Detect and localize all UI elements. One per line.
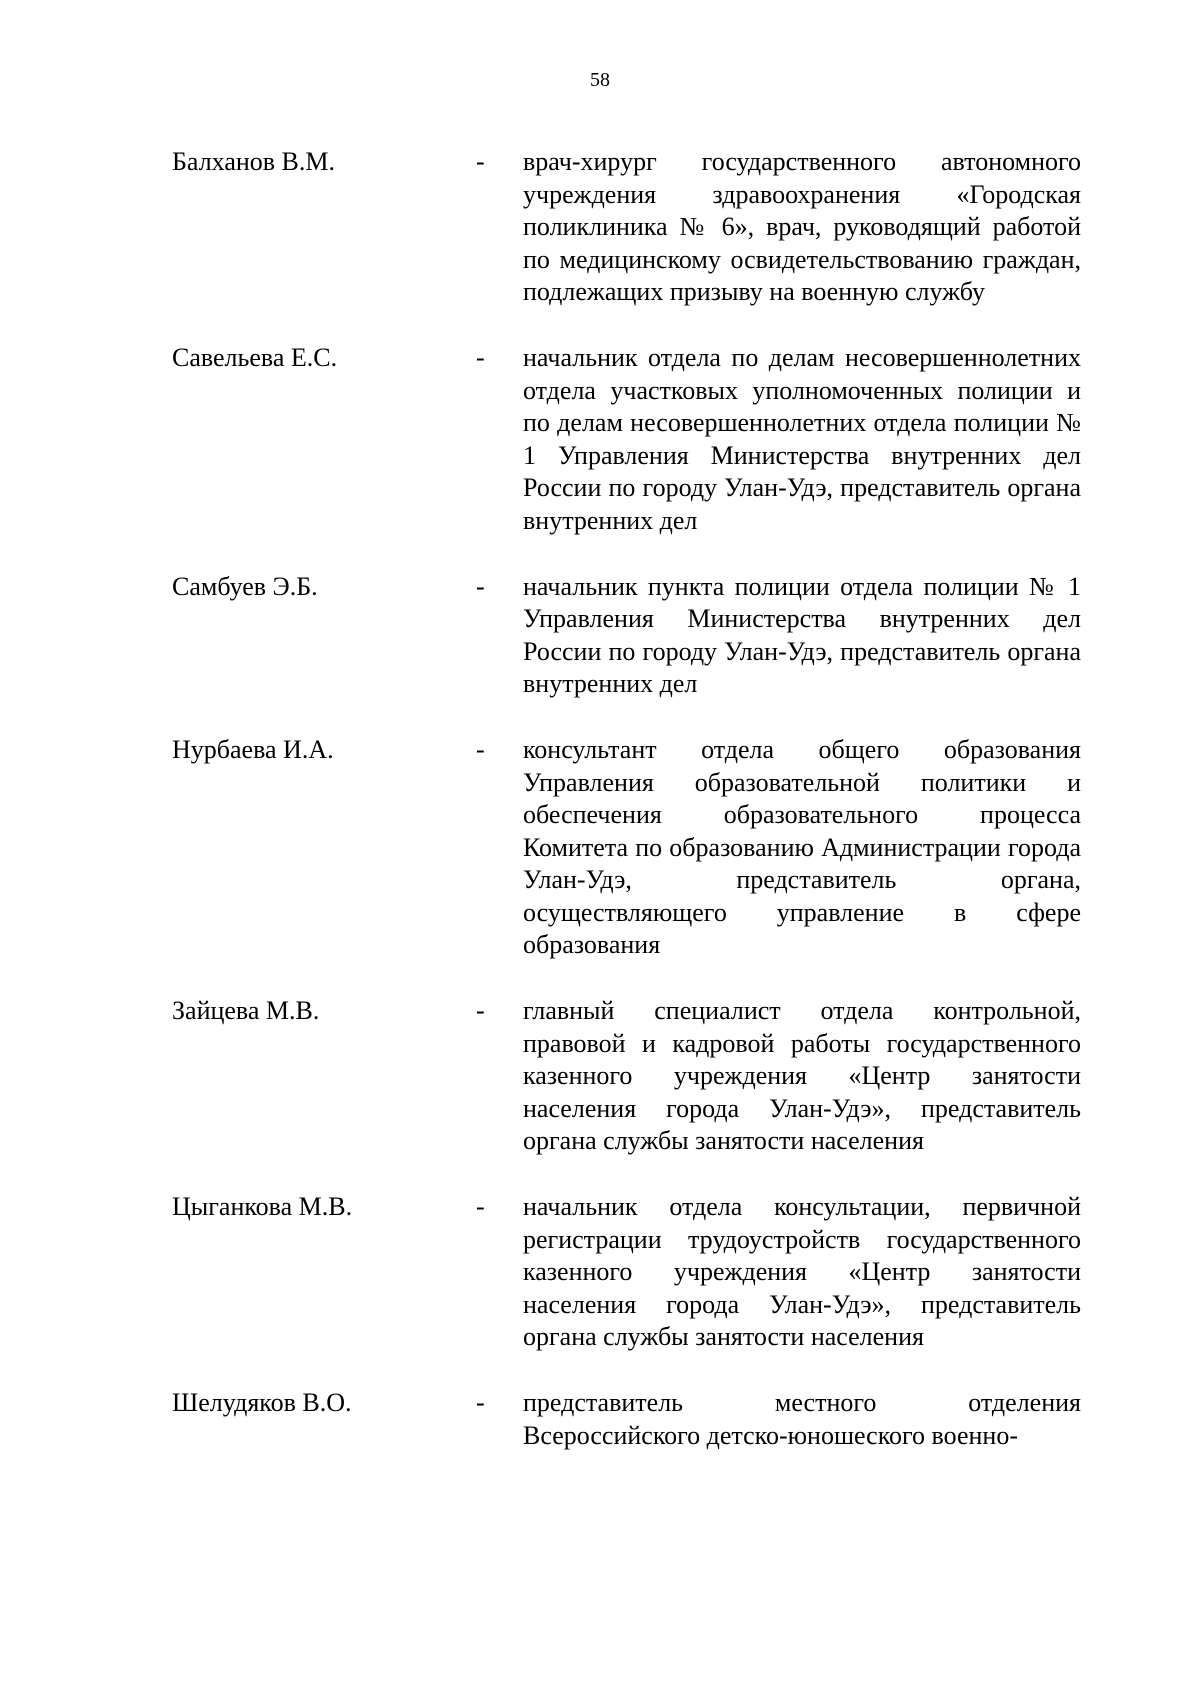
dash-separator: - [476, 734, 485, 764]
members-list [0, 146, 1200, 1485]
member-name: Цыганкова М.В. [172, 1192, 353, 1222]
member-position: представитель местного отделения Всероссийского детско-юношеского военно- [523, 1388, 1081, 1450]
dash-separator: - [476, 996, 485, 1026]
member-position: начальник отдела консультации, первичной регистрации трудоустройств государственного казенного учреждения «Центр занятости населения города Улан-Удэ», представитель органа службы занятости населения [523, 1192, 1081, 1352]
member-entry [0, 571, 1200, 701]
member-position: консультант отдела общего образования Управления образовательной политики и обеспечения образовательного процесса Комитета по образованию Администрации города Улан-Удэ, представитель органа, осуществляющего управление в сфере образования [523, 734, 1081, 960]
dash-separator: - [476, 571, 485, 601]
member-name: Нурбаева И.А. [172, 734, 334, 764]
member-entry [0, 1387, 1200, 1452]
member-entry [0, 342, 1200, 538]
member-entry [0, 1191, 1200, 1354]
dash-separator: - [476, 1192, 485, 1222]
member-position: главный специалист отдела контрольной, правовой и кадровой работы государственного казенного учреждения «Центр занятости населения города Улан-Удэ», представитель органа службы занятости населения [523, 996, 1081, 1156]
member-entry [0, 995, 1200, 1158]
member-name: Савельева Е.С. [172, 342, 338, 372]
member-name: Самбуев Э.Б. [172, 571, 318, 601]
member-position: врач-хирург государственного автономного учреждения здравоохранения «Городская поликлиника № 6», врач, руководящий работой по медицинскому освидетельствованию граждан, подлежащих призыву на военную службу [523, 147, 1081, 307]
member-name: Шелудяков В.О. [172, 1388, 352, 1417]
dash-separator: - [476, 342, 485, 372]
member-position: начальник отдела по делам несовершеннолетних отдела участковых уполномоченных полиции и по делам несовершеннолетних отдела полиции № 1 Управления Министерства внутренних дел России по городу Улан-Удэ, представитель органа внутренних дел [523, 342, 1081, 535]
dash-separator: - [476, 147, 485, 176]
member-position: начальник пункта полиции отдела полиции № 1 Управления Министерства внутренних дел России по городу Улан-Удэ, представитель органа внутренних дел [523, 571, 1081, 699]
member-name: Балханов В.М. [172, 147, 336, 176]
member-name: Зайцева М.В. [172, 996, 320, 1026]
page-number: 58 [590, 69, 610, 91]
member-entry [0, 734, 1200, 962]
member-entry [0, 146, 1200, 309]
dash-separator: - [476, 1388, 485, 1417]
